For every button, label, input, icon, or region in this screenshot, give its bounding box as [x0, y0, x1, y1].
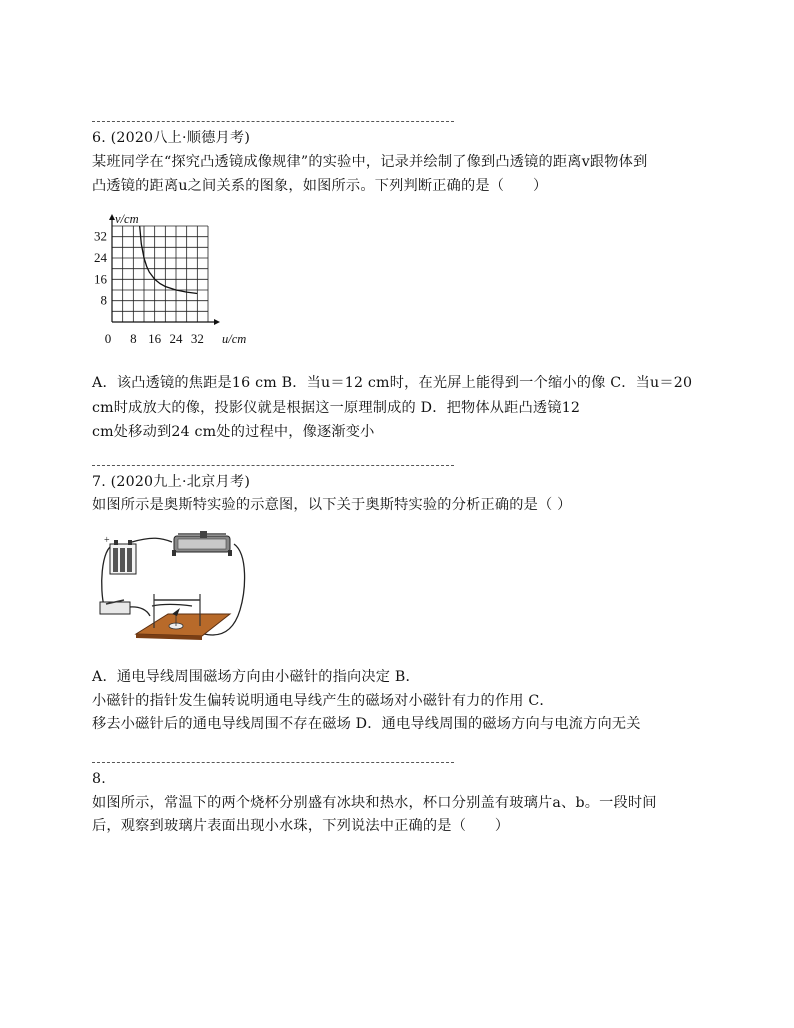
q7-heading: 7. (2020九上·北京月考): [92, 474, 251, 490]
x-axis-label: u/cm: [222, 332, 247, 346]
switch-icon: [100, 600, 130, 614]
q6-stem-line: 某班同学在“探究凸透镜成像规律”的实验中，记录并绘制了像到凸透镜的距离v跟物体到: [92, 154, 648, 170]
y-tick-label: 16: [94, 271, 107, 287]
q6-options-line: cm处移动到24 cm处的过程中，像逐渐变小: [92, 424, 375, 440]
q6-options-line: cm时成放大的像，投影仪就是根据这一原理制成的 D．把物体从距凸透镜12: [92, 400, 581, 416]
y-tick-label: 8: [100, 292, 107, 308]
q7-options-line: A．通电导线周围磁场方向由小磁针的指向决定 B．: [92, 669, 420, 685]
separator-line: [92, 121, 454, 122]
compass-stand-icon: [136, 594, 230, 640]
q8-stem-line: 如图所示，常温下的两个烧杯分别盛有冰块和热水，杯口分别盖有玻璃片a、b。一段时间: [92, 795, 657, 811]
x-axis-arrow: [214, 319, 220, 325]
lens-distance-chart: [90, 212, 260, 357]
q7-options-line: 移去小磁针后的通电导线周围不存在磁场 D．通电导线周围的磁场方向与电流方向无关: [92, 716, 641, 732]
wire: [132, 538, 172, 542]
wire: [152, 605, 192, 607]
v-u-curve: [138, 212, 198, 294]
separator-line: [92, 465, 454, 466]
q7-options-line: 小磁针的指针发生偏转说明通电导线产生的磁场对小磁针有力的作用 C．: [92, 693, 554, 709]
x-tick-label: 32: [190, 331, 204, 346]
q8-stem-line: 后，观察到玻璃片表面出现小水珠，下列说法中正确的是（ ）: [92, 818, 510, 834]
q6-options-line: A．该凸透镜的焦距是16 cm B．当u＝12 cm时，在光屏上能得到一个缩小的像 C．当u＝20: [92, 375, 693, 391]
q7-stem: 如图所示是奥斯特实验的示意图，以下关于奥斯特实验的分析正确的是（ ）: [92, 497, 572, 513]
x-tick-label: 0: [104, 331, 112, 346]
oersted-experiment-figure: [92, 530, 252, 645]
q6-stem-line: 凸透镜的距离u之间关系的图象，如图所示。下列判断正确的是（ ）: [92, 178, 548, 194]
y-tick-label: 32: [94, 228, 107, 244]
q8-heading: 8.: [92, 771, 106, 787]
y-axis-label: v/cm: [115, 212, 139, 226]
battery-icon: [110, 540, 136, 574]
x-tick-label: 24: [169, 331, 183, 346]
x-tick-label: 8: [130, 331, 137, 346]
q6-heading: 6. (2020八上·顺德月考): [92, 130, 251, 146]
y-tick-label: 24: [94, 250, 107, 265]
rheostat-icon: [172, 531, 232, 556]
x-tick-label: 16: [148, 331, 162, 346]
battery-plus-label: +: [104, 535, 110, 546]
separator-line: [92, 762, 454, 763]
